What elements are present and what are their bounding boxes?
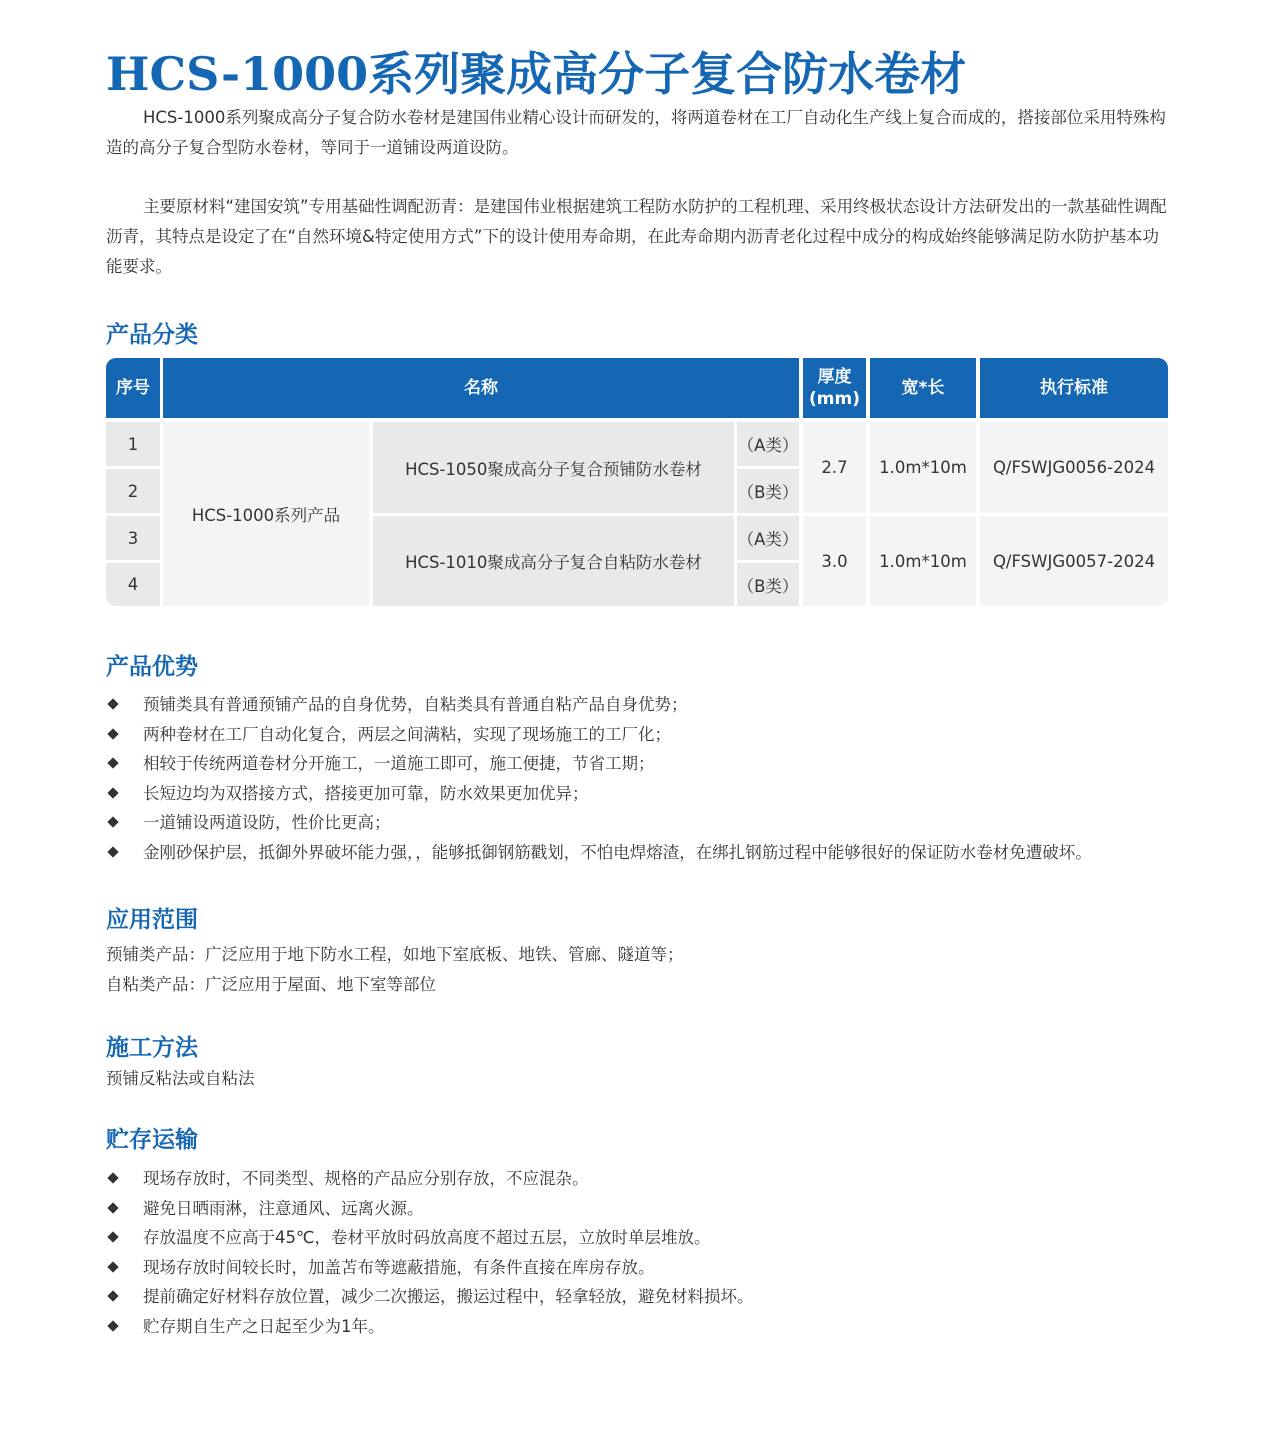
list-item: 长短边均为双搭接方式，搭接更加可靠，防水效果更加优异； <box>106 779 1092 809</box>
scope-line-1: 预铺类产品：广泛应用于地下防水工程，如地下室底板、地铁、管廊、隧道等； <box>106 945 684 964</box>
method-text: 预铺反粘法或自粘法 <box>106 1069 255 1088</box>
size-1: 1.0m*10m <box>870 422 976 513</box>
type-cell-1: （A类） <box>737 422 799 466</box>
diamond-bullet-icon <box>107 728 118 739</box>
classification-heading: 产品分类 <box>106 321 198 348</box>
size-2: 1.0m*10m <box>870 516 976 606</box>
intro-paragraph-1: HCS-1000系列聚成高分子复合防水卷材是建国伟业精心设计而研发的，将两道卷材在工厂自动化生产线上复合而成的，搭接部位采用特殊构造的高分子复合型防水卷材，等同于一道铺设两道设防。 <box>106 108 1166 157</box>
storage-list <box>106 1164 754 1341</box>
thickness-2: 3.0 <box>803 516 866 606</box>
product-name-1: HCS-1050聚成高分子复合预铺防水卷材 <box>373 422 734 513</box>
standard-2: Q/FSWJG0057-2024 <box>980 516 1168 606</box>
list-item: 提前确定好材料存放位置，减少二次搬运，搬运过程中，轻拿轻放，避免材料损坏。 <box>106 1282 754 1312</box>
list-item: 一道铺设两道设防，性价比更高； <box>106 808 1092 838</box>
advantages-list <box>106 690 1092 867</box>
list-item: 存放温度不应高于45℃，卷材平放时码放高度不超过五层，立放时单层堆放。 <box>106 1223 754 1253</box>
type-cell-3: （A类） <box>737 516 799 560</box>
storage-heading: 贮存运输 <box>106 1126 198 1153</box>
header-thickness: 厚度(mm) <box>803 358 866 418</box>
series-cell: HCS-1000系列产品 <box>163 422 369 606</box>
diamond-bullet-icon <box>107 846 118 857</box>
list-item: 预铺类具有普通预铺产品的自身优势，自粘类具有普通自粘产品自身优势； <box>106 690 1092 720</box>
diamond-bullet-icon <box>107 1172 118 1183</box>
list-item: 现场存放时，不同类型、规格的产品应分别存放，不应混杂。 <box>106 1164 754 1194</box>
diamond-bullet-icon <box>107 787 118 798</box>
intro-paragraph-2: 主要原材料“建国安筑”专用基础性调配沥青：是建国伟业根据建筑工程防水防护的工程机理、采用终极状态设计方法研发出的一款基础性调配沥青，其特点是设定了在“自然环境&特定使用方式”下的设计使用寿命期，在此寿命期内沥青老化过程中成分的构成始终能够满足防水防护基本功能要求。 <box>106 197 1167 276</box>
advantages-heading: 产品优势 <box>106 653 198 680</box>
method-heading: 施工方法 <box>106 1034 198 1061</box>
diamond-bullet-icon <box>107 1231 118 1242</box>
diamond-bullet-icon <box>107 816 118 827</box>
list-item: 金刚砂保护层，抵御外界破坏能力强，，能够抵御钢筋戳划，不怕电焊熔渣，在绑扎钢筋过程中能够很好的保证防水卷材免遭破坏。 <box>106 838 1092 868</box>
diamond-bullet-icon <box>107 1202 118 1213</box>
row-no-4: 4 <box>106 563 160 606</box>
row-no-3: 3 <box>106 516 160 560</box>
row-no-2: 2 <box>106 469 160 513</box>
type-cell-4: （B类） <box>737 563 799 606</box>
diamond-bullet-icon <box>107 1290 118 1301</box>
list-item: 现场存放时间较长时，加盖苫布等遮蔽措施，有条件直接在库房存放。 <box>106 1253 754 1283</box>
list-item: 相较于传统两道卷材分开施工，一道施工即可，施工便捷，节省工期； <box>106 749 1092 779</box>
row-no-1: 1 <box>106 422 160 466</box>
header-size: 宽*长 <box>870 358 976 418</box>
header-no: 序号 <box>106 358 160 418</box>
standard-1: Q/FSWJG0056-2024 <box>980 422 1168 513</box>
thickness-1: 2.7 <box>803 422 866 513</box>
scope-line-2: 自粘类产品：广泛应用于屋面、地下室等部位 <box>106 975 436 994</box>
product-name-2: HCS-1010聚成高分子复合自粘防水卷材 <box>373 516 734 606</box>
diamond-bullet-icon <box>107 1261 118 1272</box>
diamond-bullet-icon <box>107 757 118 768</box>
diamond-bullet-icon <box>107 698 118 709</box>
header-name: 名称 <box>163 358 799 418</box>
list-item: 两种卷材在工厂自动化复合，两层之间满粘，实现了现场施工的工厂化； <box>106 720 1092 750</box>
header-standard: 执行标准 <box>980 358 1168 418</box>
scope-heading: 应用范围 <box>106 906 198 933</box>
list-item: 贮存期自生产之日起至少为1年。 <box>106 1312 754 1342</box>
classification-table <box>106 358 1168 606</box>
type-cell-2: （B类） <box>737 469 799 513</box>
page-title: HCS-1000系列聚成高分子复合防水卷材 <box>106 47 967 101</box>
diamond-bullet-icon <box>107 1320 118 1331</box>
list-item: 避免日晒雨淋，注意通风、远离火源。 <box>106 1194 754 1224</box>
